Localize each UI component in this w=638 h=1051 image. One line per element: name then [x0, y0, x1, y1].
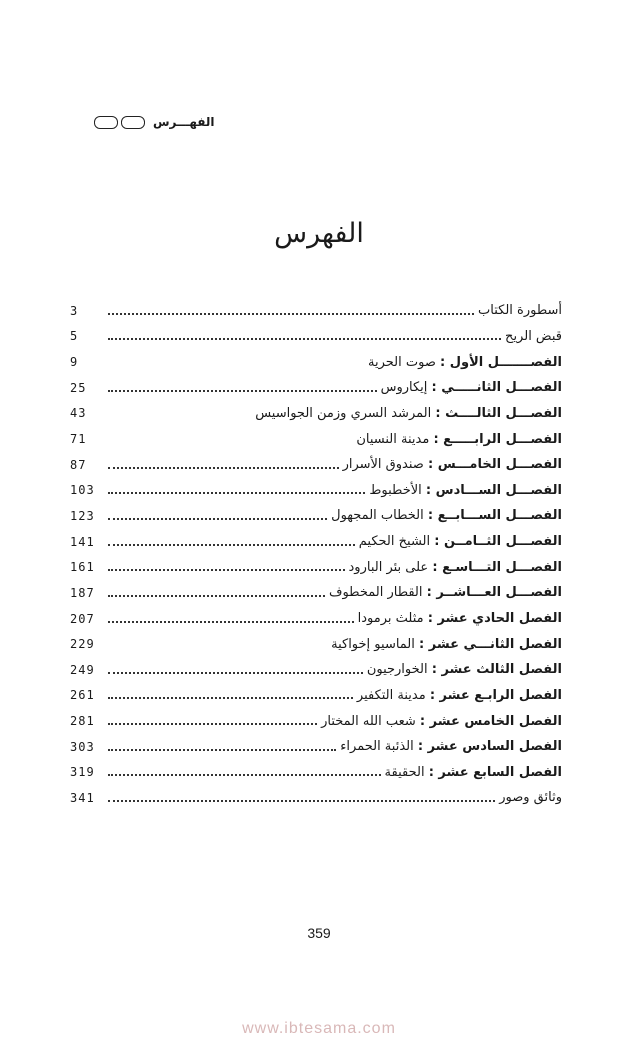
toc-entry [70, 580, 562, 606]
chapter-prefix: الفصل الثالث عشر : [431, 662, 562, 678]
chapter-title: إيكاروس [380, 380, 428, 396]
toc-entry-label [340, 739, 562, 754]
toc-page-number: 341 [70, 790, 95, 805]
chapter-title: صوت الحرية [368, 354, 436, 370]
dot-leader [108, 492, 365, 494]
dot-leader [108, 672, 363, 674]
dot-leader [108, 723, 317, 725]
toc-entry-label [321, 714, 562, 729]
toc-entry-label [331, 637, 562, 652]
chapter-prefix: الفصـــل الثانـــــي : [431, 380, 562, 396]
toc-page-number: 123 [70, 508, 95, 523]
toc-entry-label [505, 329, 562, 344]
chapter-title: الخوارجيون [366, 662, 428, 678]
toc-page-number: 71 [70, 432, 87, 447]
toc-entry-label [349, 560, 562, 575]
chapter-title: صندوق الأسرار [342, 457, 424, 473]
toc-entry-label [385, 765, 562, 780]
chapter-title: مدينة التكفير [356, 687, 426, 703]
chapter-title: المرشد السري وزمن الجواسيس [255, 405, 432, 421]
toc-page-number: 187 [70, 585, 95, 600]
dot-leader [108, 595, 325, 597]
toc-page-number: 229 [70, 637, 95, 652]
dot-leader [108, 569, 345, 571]
toc-entry-label [358, 611, 562, 626]
toc-page-number: 281 [70, 714, 95, 729]
toc-entry [70, 426, 562, 452]
chapter-title: مدينة النسيان [356, 431, 430, 447]
toc-entry [70, 375, 562, 401]
chapter-prefix: الفصل الثانـــي عشر : [419, 636, 562, 652]
chapter-prefix: الفصل الرابـع عشر : [429, 687, 562, 703]
toc-entry [70, 554, 562, 580]
dot-leader [108, 390, 377, 392]
dot-leader [108, 544, 355, 546]
chapter-title: الشيخ الحكيم [358, 534, 431, 550]
toc-entry [70, 401, 562, 427]
toc-entry [70, 606, 562, 632]
dot-leader [108, 749, 336, 751]
chapter-prefix: الفصـــل الخامـــس : [427, 457, 562, 473]
chapter-prefix: الفصـــل الثــامــن : [434, 534, 562, 550]
dot-leader [108, 467, 339, 469]
chapter-title: الذئبة الحمراء [340, 739, 414, 755]
watermark: www.ibtesama.com [242, 1020, 396, 1037]
toc-page-number: 5 [70, 329, 79, 344]
toc-page-number: 3 [70, 303, 79, 318]
toc-page-number: 43 [70, 406, 87, 421]
chapter-title: القطار المخطوف [328, 585, 423, 601]
chapter-prefix: الفصـــل العـــاشــر : [426, 585, 562, 601]
toc-entry-label [367, 662, 562, 677]
dot-leader [108, 518, 327, 520]
toc-page-number: 87 [70, 457, 87, 472]
chapter-prefix: الفصل السادس عشر : [417, 739, 562, 755]
dot-leader [108, 313, 474, 315]
toc-entry-label [331, 508, 562, 523]
dot-leader [108, 621, 354, 623]
chapter-title: الحقيقة [384, 764, 425, 780]
chapter-prefix: الفصـــل الثالــــث : [435, 405, 562, 421]
toc-page-number: 103 [70, 483, 95, 498]
ornament-oval [121, 116, 145, 129]
toc-page-number: 207 [70, 611, 95, 626]
chapter-title: وثائق وصور [499, 790, 562, 806]
chapter-prefix: الفصل الحادي عشر : [427, 611, 562, 626]
toc-entry-label [343, 457, 562, 472]
toc-entry [70, 477, 562, 503]
toc-entry [70, 708, 562, 734]
dot-leader [108, 338, 501, 340]
running-title: الفهـــرس [153, 115, 215, 129]
toc-entry-label [499, 790, 562, 805]
chapter-prefix: الفصـــل الســـادس : [425, 482, 562, 498]
toc-entry-label [329, 585, 562, 600]
table-of-contents [70, 298, 562, 811]
page-number: 359 [307, 925, 331, 941]
chapter-prefix: الفصـــل التـــاسـع : [432, 559, 562, 575]
toc-entry [70, 760, 562, 786]
toc-entry [70, 734, 562, 760]
header-ornament [94, 116, 145, 129]
chapter-title: شعب الله المختار [321, 713, 416, 729]
toc-entry [70, 349, 562, 375]
dot-leader [108, 800, 495, 802]
running-header [94, 111, 224, 133]
toc-entry-label [356, 432, 562, 447]
toc-entry-label [368, 355, 562, 370]
chapter-prefix: الفصل السابع عشر : [428, 764, 562, 780]
toc-page-number: 261 [70, 688, 95, 703]
toc-entry [70, 631, 562, 657]
toc-page-number: 319 [70, 765, 95, 780]
chapter-title: مثلث برمودا [357, 611, 424, 626]
toc-entry-label [381, 380, 562, 395]
toc-page-number: 25 [70, 380, 87, 395]
chapter-title: الخطاب المجهول [331, 508, 424, 524]
chapter-prefix: الفصـــل الرابـــــع : [433, 431, 562, 447]
toc-page-number: 9 [70, 355, 79, 370]
chapter-prefix: الفصـــل الســـابــع : [427, 508, 562, 524]
toc-entry-label [357, 688, 562, 703]
dot-leader [108, 697, 353, 699]
toc-entry-label [369, 483, 562, 498]
toc-entry [70, 452, 562, 478]
toc-entry [70, 503, 562, 529]
dot-leader [108, 774, 381, 776]
toc-page-number: 303 [70, 739, 95, 754]
toc-page-number: 141 [70, 534, 95, 549]
page-title: الفهرس [274, 218, 364, 249]
toc-entry [70, 324, 562, 350]
toc-entry [70, 298, 562, 324]
chapter-title: أسطورة الكتاب [478, 303, 562, 319]
toc-entry [70, 529, 562, 555]
toc-entry-label [478, 303, 562, 318]
chapter-title: الماسيو إخواكية [331, 636, 415, 652]
chapter-title: على بئر البارود [348, 559, 429, 575]
chapter-prefix: الفصـــــــل الأول : [440, 354, 562, 370]
toc-entry [70, 683, 562, 709]
toc-page-number: 161 [70, 560, 95, 575]
chapter-prefix: الفصل الخامس عشر : [419, 713, 562, 729]
toc-page-number: 249 [70, 662, 95, 677]
toc-entry-label [255, 406, 562, 421]
toc-entry [70, 657, 562, 683]
chapter-title: الأخطبوط [369, 482, 422, 498]
toc-entry [70, 785, 562, 811]
chapter-title: قبض الريح [505, 328, 562, 344]
ornament-oval [94, 116, 118, 129]
toc-entry-label [359, 534, 562, 549]
